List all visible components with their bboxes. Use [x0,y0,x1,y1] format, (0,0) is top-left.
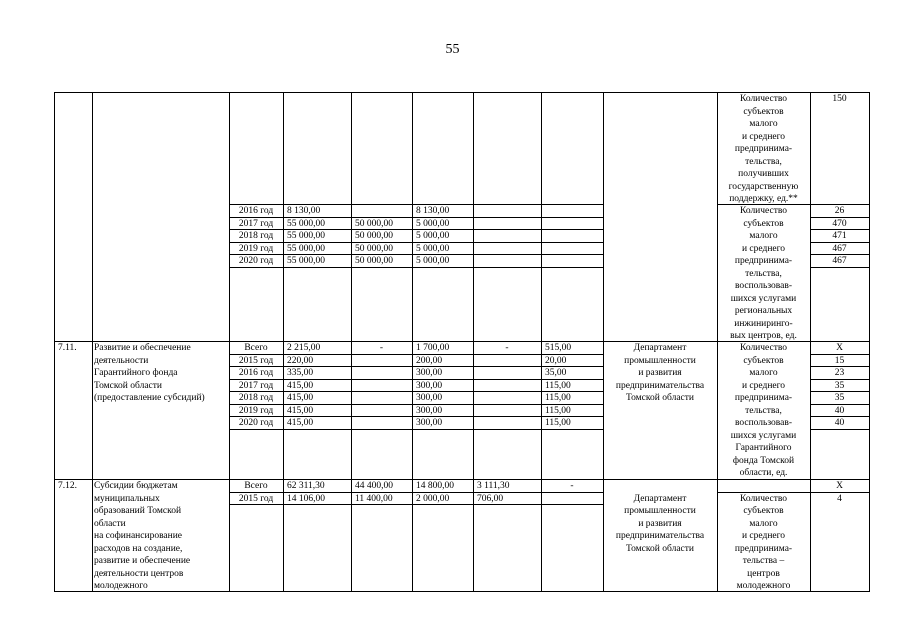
indicator-text: субъектов [743,218,784,229]
measure-name: Томской области [94,380,162,391]
table-rule [229,379,604,380]
indicator-text: шихся услугами [730,293,797,304]
measure-name: Субсидии бюджетам [94,481,178,491]
indicator-text: предпринима- [734,256,793,266]
cell-fed: 50 000,00 [355,256,393,266]
indicator-value: 467 [832,243,847,254]
indicator-text: Количество [739,493,788,504]
table-rule [229,229,604,230]
executor: предпринимательства [615,380,705,391]
cell-fed: 50 000,00 [355,218,393,229]
table-rule [229,504,604,505]
cell-total: 55 000,00 [287,218,325,229]
cell-reg: 8 130,00 [416,206,450,216]
row-number: 7.11. [58,343,77,353]
measure-name: деятельности [94,355,149,366]
measure-name: на софинансирование [94,531,183,541]
indicator-text: получивших [738,169,789,179]
indicator-value: 35 [834,380,845,391]
indicator-text: государственную [728,181,799,192]
cell-total: 55 000,00 [287,243,325,254]
table-rule [229,429,604,430]
executor: Томской области [626,393,694,403]
indicator-text: и среднего [741,380,786,391]
measure-name: расходов на создание, [94,543,183,554]
indicator-value: 471 [832,231,847,241]
cell-fed: - [379,343,384,353]
cell-year: 2020 год [238,418,274,428]
cell-total: 62 311,30 [287,481,325,491]
indicator-value: 15 [834,355,845,366]
cell-mun: 706,00 [477,493,504,504]
indicator-text: поддержку, ед.** [729,194,798,204]
indicator-text: предпринима- [734,393,793,403]
measure-name: Гарантийного фонда [94,368,178,378]
cell-reg: 5 000,00 [416,243,450,254]
cell-year: 2015 год [238,493,274,504]
measure-name: области [94,518,126,529]
cell-extra: 115,00 [545,418,571,428]
cell-year: 2020 год [238,256,274,266]
indicator-text: предпринима- [734,543,793,554]
cell-total: 415,00 [287,393,314,403]
cell-year: 2016 год [238,206,274,216]
table-rule [229,242,604,243]
table-rule [229,366,604,367]
measure-name: деятельности центров [94,568,184,579]
measure-name: Развитие и обеспечение [94,343,191,353]
cell-reg: 2 000,00 [416,493,450,504]
cell-total: 415,00 [287,380,314,391]
cell-reg: 14 800,00 [416,481,454,491]
indicator-value: 40 [834,405,845,416]
measure-name: развитие и обеспечение [94,556,191,566]
indicator-text: малого [749,518,778,529]
indicator-text: тельства – [742,556,785,566]
cell-total: 220,00 [287,355,314,366]
table-rule [229,354,604,355]
table-rule [229,391,604,392]
indicator-value: X [836,481,843,491]
cell-reg: 300,00 [416,405,443,416]
indicator-text: субъектов [743,106,784,117]
cell-reg: 5 000,00 [416,256,450,266]
indicator-value: 150 [832,94,847,104]
indicator-text: тельства, [745,156,782,167]
measure-name: (предоставление субсидий) [94,393,205,403]
indicator-text: Количество [739,206,788,216]
indicator-text: и среднего [741,531,786,541]
indicator-text: и среднего [741,243,786,254]
cell-year: 2015 год [238,355,274,366]
cell-reg: 1 700,00 [416,343,450,353]
cell-mun: - [505,343,509,353]
table-rule [229,254,604,255]
indicator-text: Количество [739,94,788,104]
table-rule [810,429,870,430]
executor: промышленности [624,506,696,516]
indicator-text: малого [749,368,778,378]
indicator-text: региональных [734,306,793,316]
indicator-text: центров [747,568,780,579]
cell-total: 2 215,00 [287,343,321,353]
cell-extra: 115,00 [545,393,571,403]
indicator-value: 35 [834,393,845,403]
cell-reg: 5 000,00 [416,218,450,229]
cell-extra: - [570,481,574,491]
measure-name: муниципальных [94,493,160,504]
table-rule [229,404,604,405]
indicator-text: воспользовав- [734,281,793,291]
indicator-text: фонда Томской [732,455,795,466]
table-rule [229,492,604,493]
executor: Департамент [633,493,687,504]
cell-total: 55 000,00 [287,231,325,241]
indicator-text: области, ед. [739,468,788,478]
cell-total: 14 106,00 [287,493,325,504]
cell-extra: 115,00 [545,405,571,416]
cell-total: 55 000,00 [287,256,325,266]
indicator-text: инжиниринго- [734,318,793,329]
indicator-text: Гарантийного [735,443,792,453]
table-rule [810,267,870,268]
cell-year: Всего [244,343,268,353]
indicator-text: субъектов [743,355,784,366]
indicator-text: малого [749,231,778,241]
table-rule [229,416,604,417]
cell-fed: 44 400,00 [355,481,393,491]
indicator-text: и среднего [741,131,786,142]
executor: промышленности [624,355,696,366]
cell-fed: 50 000,00 [355,243,393,254]
indicator-text: воспользовав- [734,418,793,428]
executor: Департамент [633,343,687,353]
indicator-text: тельства, [745,268,782,279]
indicator-value: 26 [834,206,845,216]
cell-reg: 5 000,00 [416,231,450,241]
measure-name: молодежного [94,581,148,591]
cell-reg: 200,00 [416,355,443,366]
table-rule [229,267,604,268]
executor: предпринимательства [615,531,705,541]
indicator-value: 4 [837,493,842,504]
indicator-value: 467 [832,256,847,266]
cell-year: 2019 год [238,243,274,254]
executor: Томской области [626,543,694,554]
indicator-text: вых центров, ед. [730,331,797,341]
cell-year: 2018 год [238,231,274,241]
cell-reg: 300,00 [416,418,443,428]
indicator-text: тельства, [745,405,782,416]
cell-reg: 300,00 [416,368,443,378]
indicator-value: 470 [832,218,847,229]
cell-year: 2016 год [238,368,274,378]
cell-fed: 50 000,00 [355,231,393,241]
cell-extra: 515,00 [545,343,572,353]
indicator-text: шихся услугами [730,430,797,441]
indicator-value: 40 [834,418,845,428]
cell-year: 2017 год [238,380,274,391]
executor: и развития [638,368,682,378]
cell-reg: 300,00 [416,393,443,403]
executor: и развития [638,518,682,529]
indicator-text: малого [749,119,778,129]
indicator-text: молодежного [736,581,791,591]
cell-year: Всего [244,481,268,491]
cell-total: 415,00 [287,418,314,428]
cell-fed: 11 400,00 [355,493,393,504]
cell-extra: 115,00 [545,380,571,391]
indicator-text: субъектов [743,506,784,516]
cell-year: 2018 год [238,393,274,403]
table-rule [229,217,604,218]
cell-total: 8 130,00 [287,206,321,216]
page-number: 55 [445,42,460,57]
row-number: 7.12. [58,481,77,491]
cell-extra: 20,00 [545,355,567,366]
cell-year: 2017 год [238,218,274,229]
cell-year: 2019 год [238,405,274,416]
cell-total: 415,00 [287,405,314,416]
indicator-text: Количество [739,343,788,353]
cell-extra: 35,00 [545,368,567,378]
cell-mun: 3 111,30 [477,481,510,491]
measure-name: образований Томской [94,506,182,516]
indicator-text: предпринима- [734,144,793,154]
cell-reg: 300,00 [416,380,443,391]
cell-total: 335,00 [287,368,314,378]
indicator-value: 23 [834,368,845,378]
indicator-value: X [836,343,843,353]
